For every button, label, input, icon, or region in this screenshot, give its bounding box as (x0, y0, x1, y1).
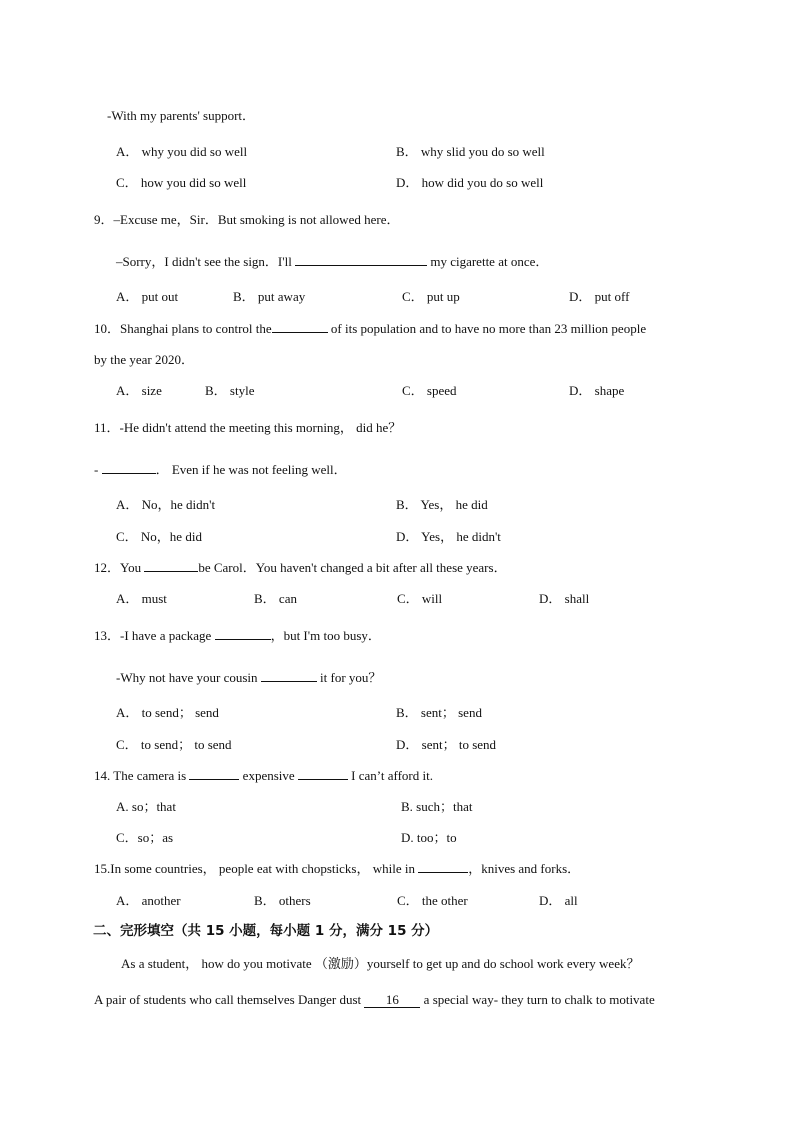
q12-option-c[interactable]: C． will (397, 591, 443, 606)
q11-reply-after: ． Even if he was not feeling well． (155, 462, 347, 477)
q8-option-c[interactable]: C． how you did so well (116, 175, 247, 190)
q13-reply (116, 669, 381, 687)
section-heading: 二、完形填空（共 15 小题，每小题 1 分，满分 15 分） (93, 923, 439, 939)
q15-option-b[interactable]: B． others (254, 893, 311, 908)
q12-option-a[interactable]: A． must (116, 591, 167, 606)
q14-stem-before: 14. The camera is (94, 768, 187, 783)
q11-option-a[interactable]: A． No，he didn't (116, 497, 216, 512)
q10-stem-before: 10．Shanghai plans to control the (94, 321, 272, 336)
q9-blank[interactable] (295, 253, 427, 266)
q13-stem (94, 627, 381, 645)
q10-option-d[interactable]: D． shape (569, 383, 625, 398)
q10-option-c[interactable]: C． speed (402, 383, 457, 398)
q9-reply (116, 253, 548, 271)
q13-stem-after: ，but I'm too busy． (270, 628, 381, 643)
q9-reply-before: –Sorry，I didn't see the sign．I'll (116, 254, 292, 269)
q14-stem-after: I can’t afford it. (351, 768, 433, 783)
q15-option-c[interactable]: C． the other (397, 893, 468, 908)
q13-reply-after: it for you？ (320, 670, 382, 685)
q11-option-d[interactable]: D． Yes， he didn't (396, 529, 501, 544)
q11-blank[interactable] (102, 461, 156, 474)
q14-option-a[interactable]: A. so；that (116, 799, 176, 814)
q13-option-c[interactable]: C． to send； to send (116, 737, 232, 752)
q9-reply-after: my cigarette at once． (430, 254, 549, 269)
q9-option-b[interactable]: B． put away (233, 289, 306, 304)
q13-reply-before: -Why not have your cousin (116, 670, 258, 685)
q13-option-a[interactable]: A． to send； send (116, 705, 219, 720)
q12-blank[interactable] (144, 559, 198, 572)
q13-blank-1[interactable] (215, 627, 271, 640)
q12-stem-after: be Carol．You haven't changed a bit after all these years． (198, 560, 507, 575)
cloze-blank-16[interactable]: 16 (364, 993, 420, 1008)
q14-option-b[interactable]: B. such；that (401, 799, 473, 814)
cloze-paragraph-2-before: A pair of students who call themselves Danger dust (94, 992, 362, 1007)
q8-option-a[interactable]: A． why you did so well (116, 144, 248, 159)
q11-reply-before: - (94, 462, 99, 477)
q15-stem (94, 860, 580, 878)
q14-stem-mid: expensive (242, 768, 295, 783)
q14-blank-1[interactable] (189, 767, 239, 780)
q10-option-a[interactable]: A． size (116, 383, 162, 398)
q15-option-d[interactable]: D． all (539, 893, 578, 908)
cloze-paragraph-2 (94, 991, 655, 1009)
q8-answer: -With my parents' support． (107, 108, 256, 123)
q11-option-b[interactable]: B． Yes， he did (396, 497, 488, 512)
cloze-paragraph-2-after: a special way- they turn to chalk to motivate (423, 992, 655, 1007)
q15-stem-before: 15.In some countries， people eat with chopsticks， while in (94, 861, 415, 876)
q13-option-b[interactable]: B． sent； send (396, 705, 482, 720)
q8-option-b[interactable]: B． why slid you do so well (396, 144, 545, 159)
q10-blank[interactable] (272, 320, 328, 333)
q10-stem (94, 320, 646, 338)
q9-option-c[interactable]: C． put up (402, 289, 460, 304)
q12-option-d[interactable]: D． shall (539, 591, 590, 606)
q9-option-a[interactable]: A． put out (116, 289, 179, 304)
q11-stem: 11．-He didn't attend the meeting this morning， did he？ (94, 420, 402, 435)
q10-stem-continued: by the year 2020． (94, 352, 195, 367)
q9-stem: 9．–Excuse me，Sir．But smoking is not allowed here． (94, 212, 400, 227)
q15-stem-after: ，knives and forks． (468, 861, 581, 876)
q11-option-c[interactable]: C． No，he did (116, 529, 202, 544)
q10-option-b[interactable]: B． style (205, 383, 255, 398)
q8-option-d[interactable]: D． how did you do so well (396, 175, 544, 190)
q15-option-a[interactable]: A． another (116, 893, 181, 908)
q14-blank-2[interactable] (298, 767, 348, 780)
q9-option-d[interactable]: D． put off (569, 289, 630, 304)
q11-reply (94, 461, 347, 479)
q14-option-c[interactable]: C．so；as (116, 830, 174, 845)
q13-option-d[interactable]: D． sent； to send (396, 737, 497, 752)
q14-stem (94, 767, 433, 785)
q12-stem (94, 559, 507, 577)
cloze-paragraph-1: As a student， how do you motivate （激励）yourself to get up and do school work every week？ (121, 956, 640, 971)
q13-blank-2[interactable] (261, 669, 317, 682)
q13-stem-before: 13．-I have a package (94, 628, 212, 643)
q12-stem-before: 12．You (94, 560, 142, 575)
q10-stem-after: of its population and to have no more than 23 million people (330, 321, 647, 336)
q14-option-d[interactable]: D. too；to (401, 830, 457, 845)
q15-blank[interactable] (418, 860, 468, 873)
q12-option-b[interactable]: B． can (254, 591, 297, 606)
